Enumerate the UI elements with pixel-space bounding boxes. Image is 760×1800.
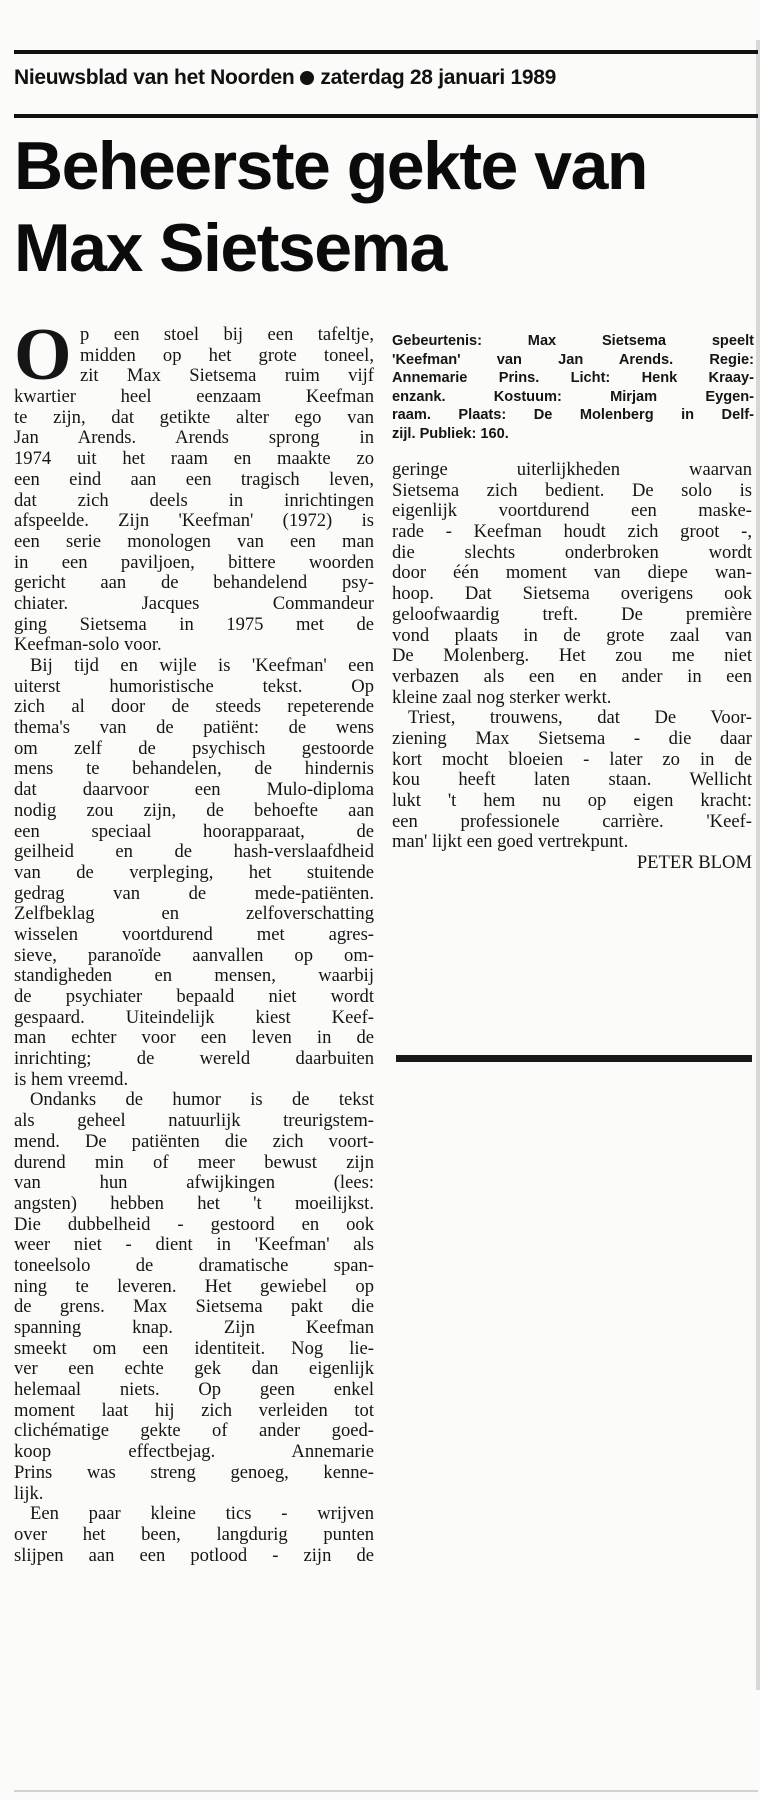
- body-text-line: ning te leveren. Het gewiebel op: [14, 1275, 374, 1297]
- body-text-line: geringe uiterlijkheden waarvan: [392, 459, 752, 480]
- body-text-line: kwartier heel eenzaam Keefman: [14, 386, 374, 408]
- headline-line-2: Max Sietsema: [14, 210, 446, 286]
- body-text-line: ziening Max Sietsema - die daar: [392, 727, 752, 749]
- body-text-line: ging Sietsema in 1975 met de: [14, 613, 374, 635]
- body-text-line: weer niet - dient in 'Keefman' als: [14, 1234, 374, 1256]
- body-text-line: Jan Arends. Arends sprong in: [14, 427, 374, 449]
- body-text-line: helemaal niets. Op geen enkel: [14, 1379, 374, 1401]
- body-text-line: rade - Keefman houdt zich groot -,: [392, 521, 752, 543]
- body-text-line: vond plaats in de grote zaal van: [392, 624, 752, 646]
- body-text-line: lijk.: [14, 1482, 44, 1504]
- body-text-line: thema's van de patiënt: de wens: [14, 717, 374, 739]
- body-text-line: kou heeft laten staan. Wellicht: [392, 769, 752, 791]
- body-text-line: geloofwaardig treft. De première: [392, 603, 752, 625]
- body-text-line: gedrag van de mede-patiënten.: [14, 882, 374, 904]
- body-text-line: durend min of meer bewust zijn: [14, 1151, 374, 1173]
- body-text-line: kort mocht bloeien - later zo in de: [392, 748, 752, 770]
- page-edge-shadow: [756, 40, 760, 1690]
- body-text-line: Een paar kleine tics - wrijven: [30, 1503, 374, 1525]
- body-text-line: dat zich deels in inrichtingen: [14, 489, 374, 511]
- credits-line: Annemarie Prins. Licht: Henk Kraay-: [392, 370, 754, 387]
- body-text-line: De Molenberg. Het zou me niet: [392, 645, 752, 667]
- body-text-line: clichématige gekte of ander goed-: [14, 1420, 374, 1442]
- body-text-line: koop effectbejag. Annemarie: [14, 1441, 374, 1463]
- top-rule: [14, 50, 758, 54]
- body-text-line: een serie monologen van een man: [14, 530, 374, 552]
- body-text-line: mend. De patiënten die zich voort-: [14, 1130, 374, 1152]
- body-text-line: die slechts onderbroken wordt: [392, 541, 752, 563]
- body-text-line: van de verpleging, het stuitende: [14, 861, 374, 883]
- body-text-line: is hem vreemd.: [14, 1068, 129, 1090]
- credits-line: 'Keefman' van Jan Arends. Regie:: [392, 351, 754, 368]
- body-text-line: p een stoel bij een tafeltje,: [80, 324, 374, 345]
- masthead-rule: [14, 114, 758, 118]
- credits-line: enzank. Kostuum: Mirjam Eygen-: [392, 388, 754, 405]
- body-text-line: te zijn, dat getikte alter ego van: [14, 406, 374, 428]
- body-text-line: man echter voor een leven in de: [14, 1027, 374, 1049]
- masthead: [14, 66, 556, 90]
- body-text-line: Die dubbelheid - gestoord en ook: [14, 1213, 374, 1235]
- body-text-line: Bij tijd en wijle is 'Keefman' een: [30, 655, 374, 676]
- body-text-line: mens te behandelen, de hindernis: [14, 758, 374, 780]
- author-byline: PETER BLOM: [636, 852, 752, 874]
- body-text-line: zich al door de steeds repeterende: [14, 696, 374, 718]
- body-text-line: een eind aan een tragisch leven,: [14, 468, 374, 490]
- body-text-line: Zelfbeklag en zelfoverschatting: [14, 903, 374, 925]
- body-text-line: Prins was streng genoeg, kenne-: [14, 1461, 374, 1483]
- body-text-line: in een paviljoen, bittere woorden: [14, 551, 374, 573]
- body-text-line: Triest, trouwens, dat De Voor-: [408, 707, 752, 729]
- body-text-line: kleine zaal nog sterker werkt.: [392, 686, 612, 708]
- body-text-line: chiater. Jacques Commandeur: [14, 592, 374, 614]
- body-text-line: Keefman-solo voor.: [14, 634, 162, 656]
- body-text-line: sieve, paranoïde aanvallen op om-: [14, 944, 374, 966]
- body-text-line: uiterst humoristische tekst. Op: [14, 675, 374, 697]
- body-text-line: dat daarvoor een Mulo-diploma: [14, 779, 374, 801]
- credits-line: zijl. Publiek: 160.: [392, 425, 509, 442]
- body-text-line: toneelsolo de dramatische span-: [14, 1254, 374, 1276]
- body-text-line: gericht aan de behandelend psy-: [14, 572, 374, 594]
- body-text-line: geilheid en de hash-verslaafdheid: [14, 841, 374, 863]
- article-column-right: [392, 460, 752, 874]
- article-column-left: [14, 314, 374, 1566]
- body-text-line: Sietsema zich bedient. De solo is: [392, 479, 752, 501]
- body-text-line: een speciaal hoorapparaat, de: [14, 820, 374, 842]
- body-text-line: man' lijkt een goed vertrekpunt.: [392, 831, 629, 853]
- body-text-line: zit Max Sietsema ruim vijf: [80, 365, 374, 387]
- production-credits: [392, 332, 754, 444]
- body-text-line: smeekt om een identiteit. Nog lie-: [14, 1337, 374, 1359]
- body-text-line: ver een echte gek dan eigenlijk: [14, 1358, 374, 1380]
- article-end-rule: [396, 1055, 752, 1062]
- publication-date: zaterdag 28 januari 1989: [320, 66, 557, 89]
- body-text-line: wisselen voortdurend met agres-: [14, 923, 374, 945]
- body-text-line: hoop. Dat Sietsema overigens ook: [392, 583, 752, 605]
- headline-line-1: Beheerste gekte van: [14, 128, 647, 204]
- article-headline: [14, 125, 754, 289]
- body-text-line: een professionele carrière. 'Keef-: [392, 810, 752, 832]
- body-text-line: standigheden en mensen, waarbij: [14, 965, 374, 987]
- clipping-bottom-edge: [14, 1790, 758, 1792]
- body-text-line: midden op het grote toneel,: [80, 344, 374, 366]
- body-text-line: moment laat hij zich verleiden tot: [14, 1399, 374, 1421]
- bullet-dot-icon: [300, 71, 314, 85]
- body-text-line: de psychiater bepaald niet wordt: [14, 986, 374, 1007]
- credits-line: Gebeurtenis: Max Sietsema speelt: [392, 333, 754, 349]
- body-text-line: slijpen aan een potlood - zijn de: [14, 1544, 374, 1566]
- body-text-line: van hun afwijkingen (lees:: [14, 1172, 374, 1194]
- body-text-line: inrichting; de wereld daarbuiten: [14, 1048, 374, 1070]
- drop-cap: O: [14, 314, 72, 396]
- body-text-line: gespaard. Uiteindelijk kiest Keef-: [14, 1006, 374, 1028]
- body-text-line: nodig zou zijn, de behoefte aan: [14, 799, 374, 821]
- body-text-line: door één moment van diepe wan-: [392, 562, 752, 584]
- body-text-line: angsten) hebben het 't moeilijkst.: [14, 1192, 374, 1214]
- credits-line: raam. Plaats: De Molenberg in Delf-: [392, 407, 754, 424]
- body-text-line: 1974 uit het raam en maakte zo: [14, 448, 374, 470]
- body-text-line: lukt 't hem nu op eigen kracht:: [392, 790, 752, 811]
- body-text-line: Ondanks de humor is de tekst: [30, 1089, 374, 1111]
- body-text-line: afspeelde. Zijn 'Keefman' (1972) is: [14, 510, 374, 532]
- newspaper-name: Nieuwsblad van het Noorden: [14, 66, 295, 89]
- body-text-line: om zelf de psychisch gestoorde: [14, 737, 374, 759]
- body-text-line: verbazen als een en ander in een: [392, 665, 752, 687]
- body-text-line: de grens. Max Sietsema pakt die: [14, 1296, 374, 1318]
- body-text-line: als geheel natuurlijk treurigstem-: [14, 1110, 374, 1132]
- body-text-line: eigenlijk voortdurend een maske-: [392, 500, 752, 522]
- body-text-line: over het been, langdurig punten: [14, 1523, 374, 1545]
- body-text-line: spanning knap. Zijn Keefman: [14, 1317, 374, 1338]
